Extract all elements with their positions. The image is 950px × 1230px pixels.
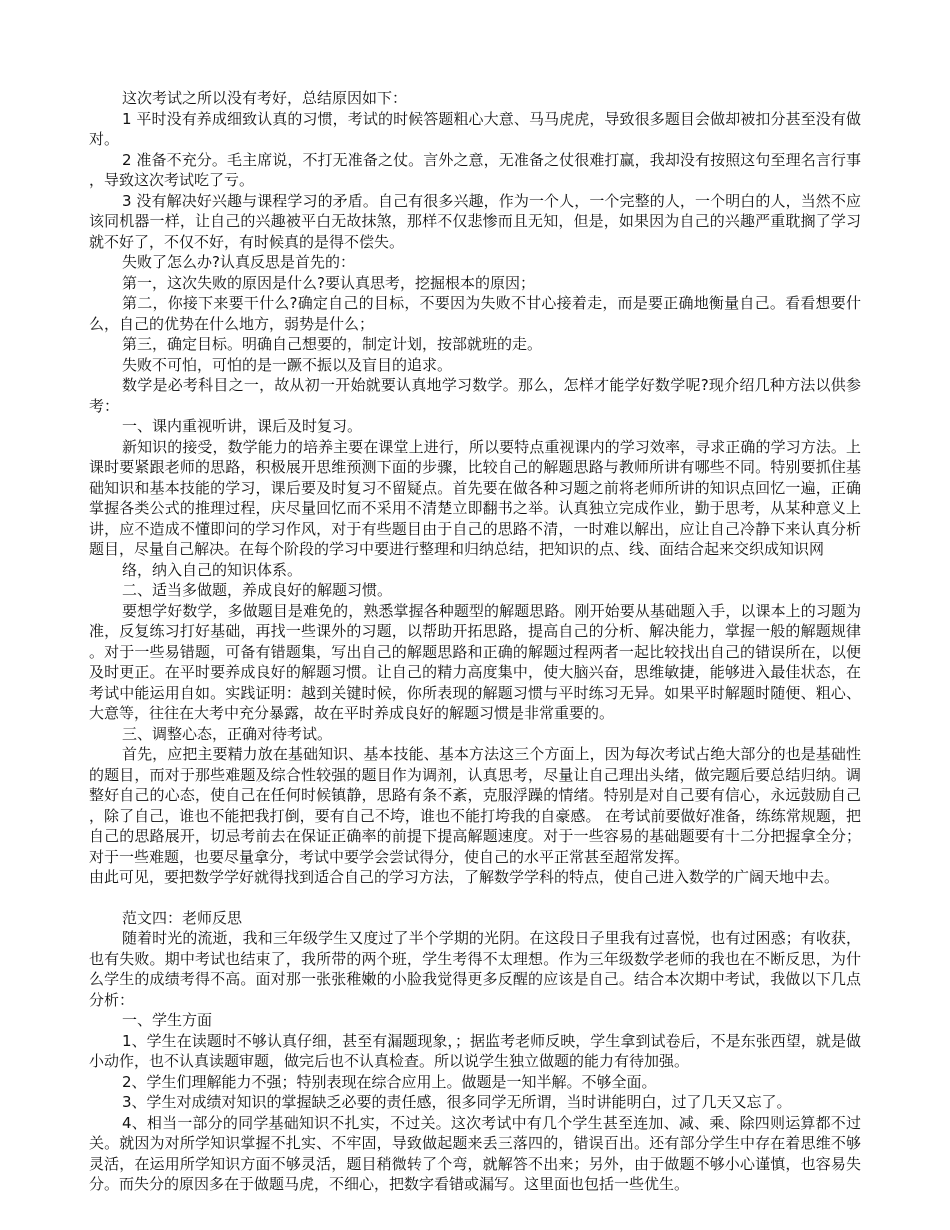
paragraph-second: 第二，你接下来要干什么?确定自己的目标，不要因为失败不甘心接着走，而是要正确地衡量自己。看看想要什么，自己的优势在什么地方，弱势是什么； (89, 294, 861, 333)
paragraph-method-2: 要想学好数学，多做题目是难免的，熟悉掌握各种题型的解题思路。刚开始要从基础题入手，以课本上的习题为准，反复练习打好基础，再找一些课外的习题，以帮助开拓思路，提高自己的分析、解决能力，掌握一般的解题规律。对于一些易错题，可备有错题集，写出自己的解题思路和正确的解题过程两者一起比较找出自己的错误所在，以便及时更正。在平时要养成良好的解题习惯。让自己的精力高度集中，使大脑兴奋，思维敏捷，能够进入最佳状态，在考试中能运用自如。实践证明：越到关键时候，你所表现的解题习惯与平时练习无异。如果平时解题时随便、粗心、大意等，往往在大考中充分暴露，故在平时养成良好的解题习惯是非常重要的。 (89, 601, 861, 722)
paragraph-method-1-end: 络，纳入自己的知识体系。 (122, 560, 303, 579)
paragraph-method-1: 新知识的接受，数学能力的培养主要在课堂上进行，所以要特点重视课内的学习效率，寻求正确的学习方法。上课时要紧跟老师的思路，积极展开思维预测下面的步骤，比较自己的解题思路与教师所讲有哪些不同。特别要抓住基础知识和基本技能的学习，课后要及时复习不留疑点。首先要在做各种习题之前将老师所讲的知识点回忆一遍，正确掌握各类公式的推理过程，庆尽量回忆而不采用不清楚立即翻书之举。认真独立完成作业，勤于思考，从某种意义上讲，应不造成不懂即问的学习作风，对于有些题目由于自己的思路不清，一时难以解出，应让自己冷静下来认真分析题目，尽量自己解决。在每个阶段的学习中要进行整理和归纳总结，把知识的点、线、面结合起来交织成知识网 (89, 437, 861, 558)
paragraph-method-3: 首先，应把主要精力放在基础知识、基本技能、基本方法这三个方面上，因为每次考试占绝大部分的也是基础性的题目，而对于那些难题及综合性较强的题目作为调剂，认真思考，尽量让自己理出头绪，做完题后要总结归纳。调整好自己的心态，使自己在任何时候镇静，思路有条不紊，克服浮躁的情绪。特别是对自己要有信心，永远鼓励自己，除了自己，谁也不能把我打倒，要有自己不垮，谁也不能打垮我的自豪感。 在考试前要做好准备，练练常规题，把自己的思路展开，切忌考前去在保证正确率的前提下提高解题速度。对于一些容易的基础题要有十二分把握拿全分；对于一些难题，也要尽量拿分，考试中要学会尝试得分，使自己的水平正常甚至超常发挥。 (89, 745, 861, 866)
section-spacer (89, 888, 861, 908)
paragraph-third: 第三，确定目标。明确自己想要的，制定计划，按部就班的走。 (122, 335, 543, 353)
paragraph-intro: 这次考试之所以没有考好，总结原因如下： (122, 89, 408, 107)
paragraph-teacher-intro: 随着时光的流逝，我和三年级学生又度过了半个学期的光阴。在这段日子里我有过喜悦，也有过困惑；有收获，也有失败。期中考试也结束了，我所带的两个班，学生考得不太理想。作为三年级数学老师的我也在不断反思，为什么学生的成绩考得不高。面对那一张张稚嫩的小脸我觉得更多反醒的应该是自己。结合本次期中考试，我做以下几点分析： (89, 929, 861, 1009)
paragraph-student-3: 3、学生对成绩对知识的掌握缺乏必要的责任感，很多同学无所谓，当时讲能明白，过了几天又忘了。 (122, 1093, 792, 1111)
paragraph-failure: 失败不可怕，可怕的是一蹶不振以及盲目的追求。 (122, 355, 453, 374)
document-body (89, 88, 861, 1195)
paragraph-student-2: 2、学生们理解能力不强；特别表现在综合应用上。做题是一知半解。不够全面。 (122, 1072, 657, 1091)
paragraph-first: 第一，这次失败的原因是什么?要认真思考，挖掘根本的原因； (122, 273, 535, 292)
paragraph-conclusion: 由此可见，要把数学学好就得找到适合自己的学习方法，了解数学学科的特点，使自己进入数学的广阔天地中去。 (89, 868, 840, 886)
heading-method-2: 二、适当多做题，养成良好的解题习惯。 (122, 581, 393, 599)
paragraph-student-1: 1、学生在读题时不够认真仔细，甚至有漏题现象，；据监考老师反映，学生拿到试卷后，不是东张西望，就是做小动作，也不认真读题审题，做完后也不认真检查。所以说学生独立做题的能力有待加强。 (89, 1031, 861, 1070)
section-title-teacher: 范文四：老师反思 (122, 908, 243, 927)
paragraph-what-to-do: 失败了怎么办?认真反思是首先的： (122, 253, 355, 271)
paragraph-reason-1: 1 平时没有养成细致认真的习惯，考试的时候答题粗心大意、马马虎虎，导致很多题目会做却被扣分甚至没有做对。 (89, 109, 861, 148)
paragraph-reason-2: 2 准备不充分。毛主席说，不打无准备之仗。言外之意，无准备之仗很难打赢，我却没有按照这句至理名言行事，导致这次考试吃了亏。 (89, 150, 861, 189)
heading-method-3: 三、调整心态，正确对待考试。 (122, 724, 333, 743)
paragraph-reason-3: 3 没有解决好兴趣与课程学习的矛盾。自己有很多兴趣，作为一个人，一个完整的人，一个明白的人，当然不应该同机器一样，让自己的兴趣被平白无故抹煞，那样不仅悲惨而且无知，但是，如果因为自己的兴趣严重耽搁了学习就不好了，不仅不好，有时候真的是得不偿失。 (89, 191, 861, 251)
paragraph-student-4: 4、相当一部分的同学基础知识不扎实，不过关。这次考试中有几个学生甚至连加、减、乘、除四则运算都不过关。就因为对所学知识掌握不扎实、不牢固，导致做起题来丢三落四的，错误百出。还有部分学生中存在着思维不够灵活，在运用所学知识方面不够灵活，题目稍微转了个弯，就解答不出来；另外，由于做题不够小心谨慎，也容易失分。而失分的原因多在于做题马虎，不细心，把数字看错或漏写。这里面也包括一些优生。 (89, 1113, 861, 1193)
heading-method-1: 一、课内重视听讲，课后及时复习。 (122, 417, 363, 435)
paragraph-math-intro: 数学是必考科目之一，故从初一开始就要认真地学习数学。那么，怎样才能学好数学呢?现介绍几种方法以供参考： (89, 376, 861, 415)
heading-student-aspect: 一、学生方面 (122, 1011, 213, 1029)
